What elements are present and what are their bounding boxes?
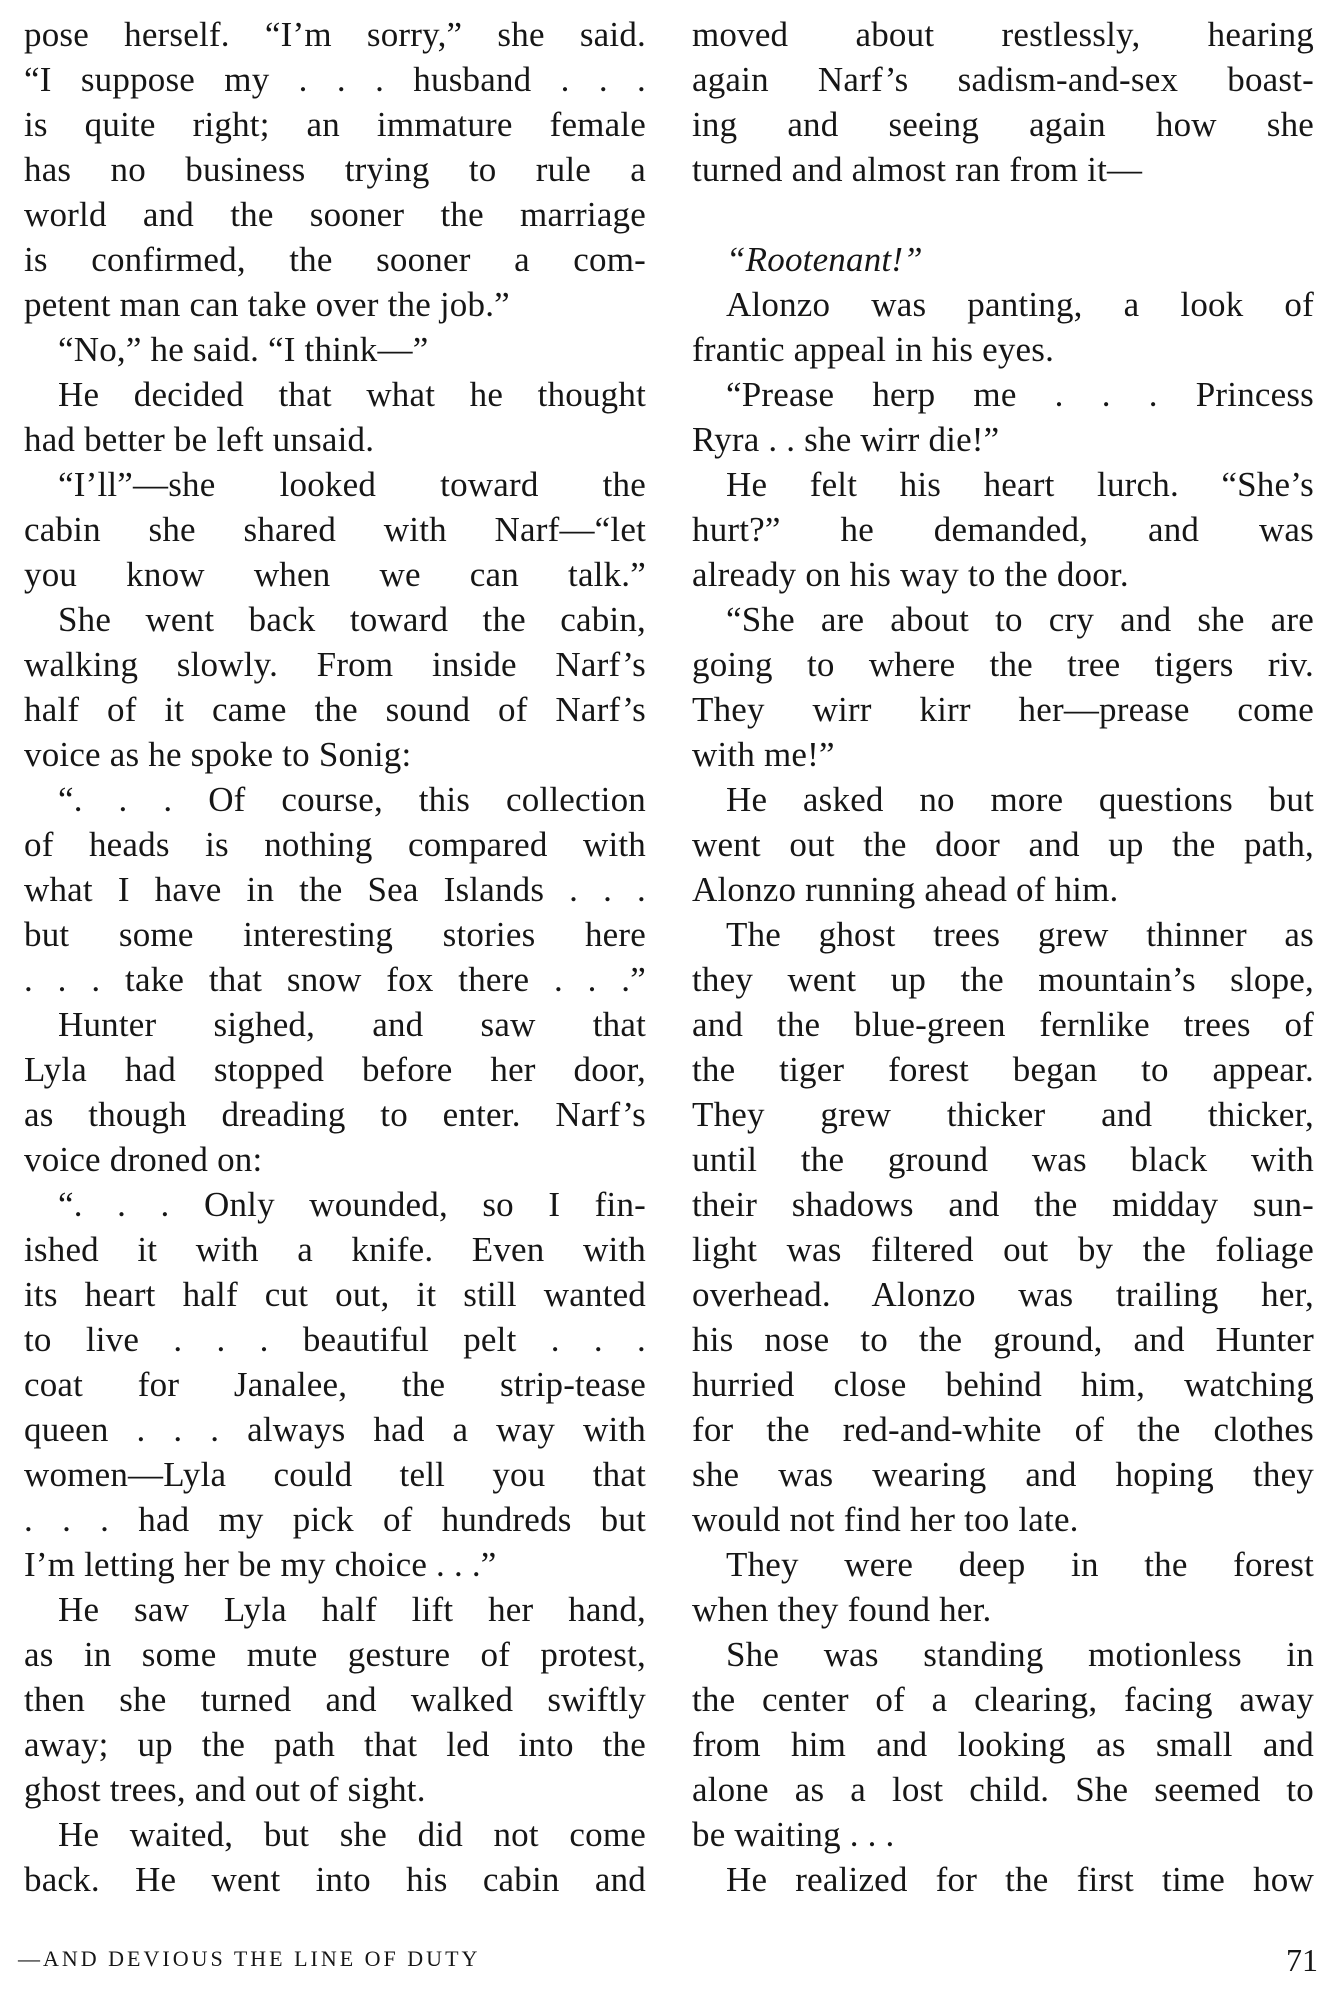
text-line: as in some mute gesture of protest, [24, 1635, 646, 1674]
text-line: “I suppose my . . . husband . . . [24, 60, 646, 99]
text-line: from him and looking as small and [692, 1725, 1314, 1764]
text-line: but some interesting stories here [24, 915, 646, 954]
text-line: He asked no more questions but [726, 780, 1314, 819]
text-line: “I’ll”—she looked toward the [58, 465, 646, 504]
text-line: “No,” he said. “I think—” [58, 330, 429, 369]
text-line: is quite right; an immature female [24, 105, 646, 144]
text-line: moved about restlessly, hearing [692, 15, 1314, 54]
text-line: cabin she shared with Narf—“let [24, 510, 646, 549]
text-line: the tiger forest began to appear. [692, 1050, 1314, 1089]
text-line: had better be left unsaid. [24, 420, 375, 459]
text-line: frantic appeal in his eyes. [692, 330, 1055, 369]
text-line: They grew thicker and thicker, [692, 1095, 1314, 1134]
text-line: petent man can take over the job.” [24, 285, 510, 324]
text-line: “Rootenant!” [726, 240, 923, 279]
right-text-column [692, 12, 1314, 1902]
text-line: back. He went into his cabin and [24, 1860, 646, 1899]
text-line: going to where the tree tigers riv. [692, 645, 1314, 684]
text-line: you know when we can talk.” [24, 555, 646, 594]
text-line: until the ground was black with [692, 1140, 1314, 1179]
text-line: the center of a clearing, facing away [692, 1680, 1314, 1719]
text-line: again Narf’s sadism-and-sex boast- [692, 60, 1314, 99]
text-line: . . . had my pick of hundreds but [24, 1500, 646, 1539]
text-line: alone as a lost child. She seemed to [692, 1770, 1314, 1809]
text-line: pose herself. “I’m sorry,” she said. [24, 15, 646, 54]
text-line: “. . . Of course, this collection [58, 780, 646, 819]
text-line: . . . take that snow fox there . . .” [24, 960, 646, 999]
text-line: He waited, but she did not come [58, 1815, 646, 1854]
text-line: went out the door and up the path, [692, 825, 1314, 864]
text-line: their shadows and the midday sun- [692, 1185, 1314, 1224]
text-line: They wirr kirr her—prease come [692, 690, 1314, 729]
text-line: women—Lyla could tell you that [24, 1455, 646, 1494]
running-title: —AND DEVIOUS THE LINE OF DUTY [18, 1946, 481, 1971]
page-number: 71 [1286, 1942, 1318, 1978]
text-line: Lyla had stopped before her door, [24, 1050, 646, 1089]
text-line: to live . . . beautiful pelt . . . [24, 1320, 646, 1359]
text-line: its heart half cut out, it still wanted [24, 1275, 646, 1314]
text-line: ing and seeing again how she [692, 105, 1314, 144]
text-line: she was wearing and hoping they [692, 1455, 1314, 1494]
text-line: walking slowly. From inside Narf’s [24, 645, 646, 684]
text-line: away; up the path that led into the [24, 1725, 646, 1764]
text-line: He decided that what he thought [58, 375, 646, 414]
text-line: for the red-and-white of the clothes [692, 1410, 1314, 1449]
left-text-column [24, 12, 646, 1902]
text-line: “Prease herp me . . . Princess [726, 375, 1314, 414]
text-line: Alonzo was panting, a look of [726, 285, 1314, 324]
text-line: “. . . Only wounded, so I fin- [58, 1185, 646, 1224]
text-line: I’m letting her be my choice . . .” [24, 1545, 497, 1584]
text-line: She went back toward the cabin, [58, 600, 646, 639]
text-line: then she turned and walked swiftly [24, 1680, 646, 1719]
text-line: She was standing motionless in [726, 1635, 1314, 1674]
text-line: Hunter sighed, and saw that [58, 1005, 646, 1044]
text-line: world and the sooner the marriage [24, 195, 646, 234]
text-line: They were deep in the forest [726, 1545, 1314, 1584]
text-line: He realized for the first time how [726, 1860, 1314, 1899]
page-footer [18, 1942, 1318, 1978]
text-line: coat for Janalee, the strip-tease [24, 1365, 646, 1404]
paragraph-gap [692, 192, 1314, 237]
text-line: hurt?” he demanded, and was [692, 510, 1314, 549]
text-line: be waiting . . . [692, 1815, 895, 1854]
text-line: would not find her too late. [692, 1500, 1079, 1539]
text-line: “She are about to cry and she are [726, 600, 1314, 639]
text-line: what I have in the Sea Islands . . . [24, 870, 646, 909]
text-line: voice as he spoke to Sonig: [24, 735, 412, 774]
text-line: ished it with a knife. Even with [24, 1230, 646, 1269]
text-line: overhead. Alonzo was trailing her, [692, 1275, 1314, 1314]
text-line: when they found her. [692, 1590, 992, 1629]
text-line: He felt his heart lurch. “She’s [726, 465, 1314, 504]
text-line: as though dreading to enter. Narf’s [24, 1095, 646, 1134]
text-line: ghost trees, and out of sight. [24, 1770, 426, 1809]
text-line: Alonzo running ahead of him. [692, 870, 1119, 909]
text-line: with me!” [692, 735, 835, 774]
text-line: The ghost trees grew thinner as [726, 915, 1314, 954]
text-line: hurried close behind him, watching [692, 1365, 1314, 1404]
text-line: has no business trying to rule a [24, 150, 646, 189]
text-line: and the blue-green fernlike trees of [692, 1005, 1314, 1044]
text-line: of heads is nothing compared with [24, 825, 646, 864]
text-line: they went up the mountain’s slope, [692, 960, 1314, 999]
text-line: light was filtered out by the foliage [692, 1230, 1314, 1269]
text-line: is confirmed, the sooner a com- [24, 240, 646, 279]
text-line: He saw Lyla half lift her hand, [58, 1590, 646, 1629]
text-line: already on his way to the door. [692, 555, 1129, 594]
text-line: Ryra . . she wirr die!” [692, 420, 1000, 459]
text-line: queen . . . always had a way with [24, 1410, 646, 1449]
text-line: half of it came the sound of Narf’s [24, 690, 646, 729]
text-line: turned and almost ran from it— [692, 150, 1143, 189]
text-line: voice droned on: [24, 1140, 263, 1179]
text-line: his nose to the ground, and Hunter [692, 1320, 1314, 1359]
